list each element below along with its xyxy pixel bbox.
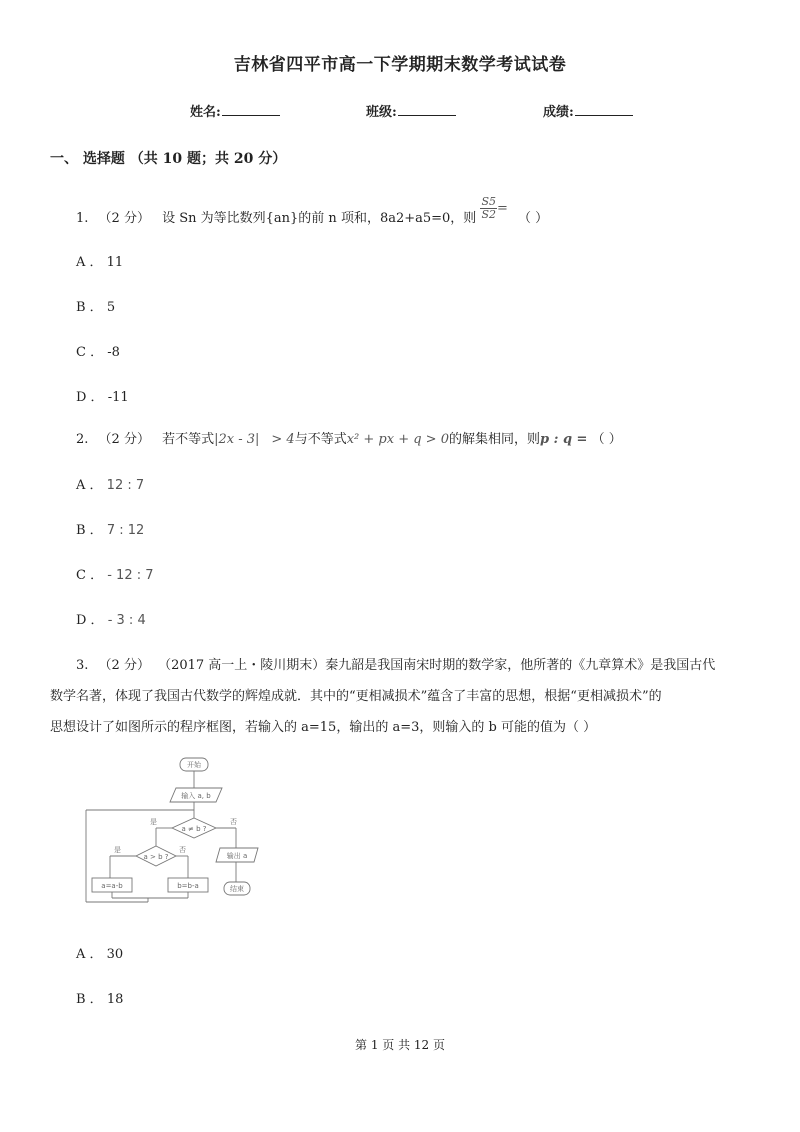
flow-cond2-label: a > b ? [143,853,169,861]
q3-line2: 数学名著，体现了我国古代数学的辉煌成就．其中的“更相减损术”蕴含了丰富的思想，根据“更相减损术”的 [50,689,662,704]
section-heading: 一、 选择题 （共 10 题；共 20 分） [50,151,287,167]
class-blank [398,103,456,116]
q2-points: （2 分） [98,432,150,447]
q2-ineq2: x² + px + q > 0 [346,432,449,447]
q3-points: （2 分） [98,658,150,673]
flow-assign-b-label: b=b-a [177,882,199,890]
q1-number: 1. [76,211,89,226]
q3-option-b: B ． 18 [76,992,124,1007]
q1-option-c: C ． -8 [76,345,120,360]
q2-ineq1b: > 4 [271,432,295,447]
page-footer: 第 1 页 共 12 页 [355,1038,445,1052]
q3-option-a: A ． 30 [76,947,124,962]
class-field [366,101,456,120]
score-blank [575,103,633,116]
flow-yes1: 是 [150,818,157,826]
q2-blank: （ ） [591,432,622,447]
q2-option-a-value: 12 : 7 [106,478,145,493]
q2-number: 2. [76,432,89,447]
q3-number: 3. [76,658,89,673]
q2-option-b-letter: B ． [76,523,103,538]
q2-option-c-value: - 12 : 7 [107,568,154,583]
question-1 [76,195,549,231]
q1-frac-num: S5 [481,195,496,208]
q1-frac-den: S2 [481,208,496,221]
q2-option-d [76,609,146,628]
q3-line1: （2017 高一上・陵川期末）秦九韶是我国南宋时期的数学家，他所著的《九章算术》是我国古代 [158,658,716,673]
q1-text: 设 Sn 为等比数列{an}的前 n 项和，8a2+a5=0，则 [162,211,477,226]
q2-option-a [76,474,144,493]
q1-equals: = [497,201,508,216]
q2-option-d-letter: D ． [76,613,104,628]
q1-option-a: A ． 11 [76,255,124,270]
name-field [190,101,280,120]
question-2 [76,428,622,447]
q1-option-b: B ． 5 [76,300,116,315]
q2-option-c-letter: C ． [76,568,104,583]
q1-option-d: D ． -11 [76,390,129,405]
q2-text-a: 若不等式 [162,432,215,447]
flowchart [84,756,262,908]
q1-blank: （ ） [518,211,549,226]
score-field [543,101,633,120]
flow-no1: 否 [230,818,237,826]
q2-option-c [76,564,154,583]
flow-assign-a-label: a=a-b [101,882,123,890]
name-blank [222,103,280,116]
q2-option-d-value: - 3 : 4 [107,613,146,628]
q2-ineq1: |2x - 3| [214,432,260,447]
class-label: 班级: [366,105,397,120]
flow-start-label: 开始 [187,761,201,769]
q2-ratio: p : q = [540,432,588,447]
q2-option-a-letter: A ． [76,478,103,493]
q3-line3: 思想设计了如图所示的程序框图，若输入的 a=15，输出的 a=3，则输入的 b 可能的值为（ ） [50,720,597,735]
q2-option-b [76,519,144,538]
name-label: 姓名: [190,105,221,120]
q2-option-b-value: 7 : 12 [106,523,145,538]
flow-no2: 否 [179,846,186,854]
question-3 [76,654,715,673]
flow-end-label: 结束 [230,885,244,893]
q2-text-c: 的解集相同，则 [448,432,540,447]
q2-text-b: 与不等式 [294,432,347,447]
flow-cond1-label: a ≠ b ? [181,825,207,833]
score-label: 成绩: [543,105,574,120]
q1-points: （2 分） [98,211,150,226]
page-title: 吉林省四平市高一下学期期末数学考试试卷 [233,55,567,75]
flow-yes2: 是 [114,846,121,854]
flow-input-label: 输入 a, b [181,792,211,800]
q1-fraction [480,196,497,221]
flow-output-label: 输出 a [226,852,248,860]
